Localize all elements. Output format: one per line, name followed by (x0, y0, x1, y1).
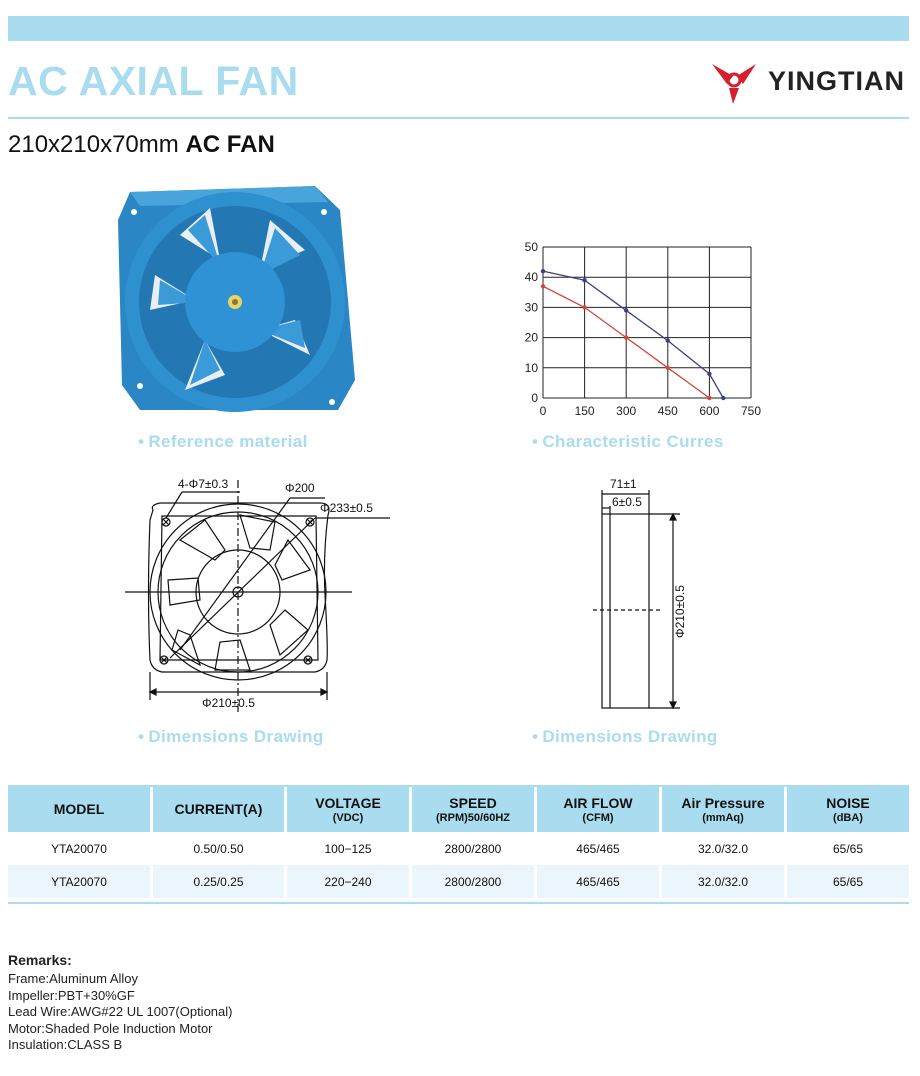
remark-line: Lead Wire:AWG#22 UL 1007(Optional) (8, 1004, 233, 1020)
brand-logo (709, 58, 909, 106)
caption-dim-front: • Dimensions Drawing (138, 727, 324, 746)
series-point (624, 335, 628, 339)
caption-curves: • Characteristic Curres (532, 432, 724, 451)
caption-dim-front-text: Dimensions Drawing (148, 727, 324, 746)
side-dimension-drawing (585, 470, 705, 720)
y-tick-label: 10 (524, 360, 538, 375)
series-point (582, 278, 586, 282)
remark-line: Frame:Aluminum Alloy (8, 971, 139, 987)
spec-table (8, 785, 909, 898)
cell-current: 0.25/0.25 (153, 865, 287, 898)
series-point (624, 308, 628, 312)
y-tick-label: 0 (531, 391, 538, 405)
remarks (8, 952, 232, 1053)
series-line (543, 271, 723, 398)
x-tick-label: 750 (740, 404, 762, 418)
x-tick-label: 300 (616, 404, 637, 418)
remark-line: Impeller:PBT+30%GF (8, 987, 135, 1003)
page-title: AC AXIAL FAN (8, 58, 299, 104)
caption-reference: • Reference material (138, 432, 308, 451)
cell-current: 0.50/0.50 (153, 832, 287, 865)
cell-airflow: 465/465 (537, 832, 662, 865)
caption-dim-side: • Dimensions Drawing (532, 727, 718, 746)
cell-voltage: 220−240 (287, 865, 412, 898)
series-point (541, 284, 545, 288)
cell-pressure: 32.0/32.0 (662, 865, 787, 898)
product-size: 210x210x70mm (8, 131, 179, 158)
yingtian-logo-icon (709, 58, 759, 106)
brand-name: YINGTIAN (768, 66, 906, 96)
series-point (721, 396, 725, 400)
series-point (666, 338, 670, 342)
fan-photo (110, 180, 380, 420)
header-bar (8, 16, 909, 41)
col-voltage: VOLTAGE (VDC) (287, 785, 412, 832)
x-tick-label: 600 (699, 404, 720, 418)
dim-inner: Φ200 (285, 481, 315, 495)
dim-outer: Φ233±0.5 (320, 501, 373, 515)
header-rule (8, 117, 909, 119)
series-point (707, 396, 711, 400)
cell-model: YTA20070 (8, 832, 153, 865)
series-point (541, 269, 545, 273)
table-top-rule (8, 785, 909, 787)
remarks-title: Remarks: (8, 952, 72, 968)
caption-curves-text: Characteristic Curres (542, 432, 724, 451)
cell-voltage: 100−125 (287, 832, 412, 865)
caption-reference-text: Reference material (148, 432, 308, 451)
table-row (8, 832, 909, 865)
cell-speed: 2800/2800 (412, 832, 537, 865)
col-model: MODEL (8, 785, 153, 832)
col-noise: NOISE (dBA) (787, 785, 909, 832)
x-tick-label: 150 (574, 404, 595, 418)
y-tick-label: 30 (524, 300, 538, 315)
dim-flange: 6±0.5 (612, 495, 642, 509)
table-bottom-rule (8, 902, 909, 904)
front-dimension-drawing (120, 470, 400, 720)
y-tick-label: 40 (524, 270, 538, 285)
series-point (707, 372, 711, 376)
x-tick-label: 0 (539, 404, 547, 418)
dim-width: Φ210±0.5 (202, 696, 255, 710)
remark-line: Insulation:CLASS B (8, 1037, 123, 1053)
cell-noise: 65/65 (832, 841, 864, 856)
cell-model: YTA20070 (8, 865, 153, 898)
table-row (8, 865, 909, 898)
cell-airflow: 465/465 (537, 865, 662, 898)
col-airflow: AIR FLOW (CFM) (537, 785, 662, 832)
cell-pressure: 32.0/32.0 (662, 832, 787, 865)
remark-line: Motor:Shaded Pole Induction Motor (8, 1020, 213, 1036)
spec-header-row (8, 785, 909, 832)
y-tick-label: 20 (524, 330, 538, 345)
dim-holes: 4-Φ7±0.3 (178, 477, 229, 491)
col-pressure: Air Pressure (mmAq) (662, 785, 787, 832)
col-speed: SPEED (RPM)50/60HZ (412, 785, 537, 832)
x-tick-label: 450 (657, 404, 678, 418)
product-subtitle (8, 130, 275, 160)
series-point (666, 366, 670, 370)
cell-noise: 65/65 (787, 865, 909, 898)
col-current: CURRENT(A) (153, 785, 287, 832)
y-tick-label: 50 (524, 240, 538, 254)
characteristic-chart (515, 235, 765, 425)
caption-dim-side-text: Dimensions Drawing (542, 727, 718, 746)
dim-height: Φ210±0.5 (673, 585, 687, 638)
dim-depth: 71±1 (610, 477, 637, 491)
cell-speed: 2800/2800 (412, 865, 537, 898)
product-type: AC FAN (185, 131, 275, 158)
series-point (582, 305, 586, 309)
